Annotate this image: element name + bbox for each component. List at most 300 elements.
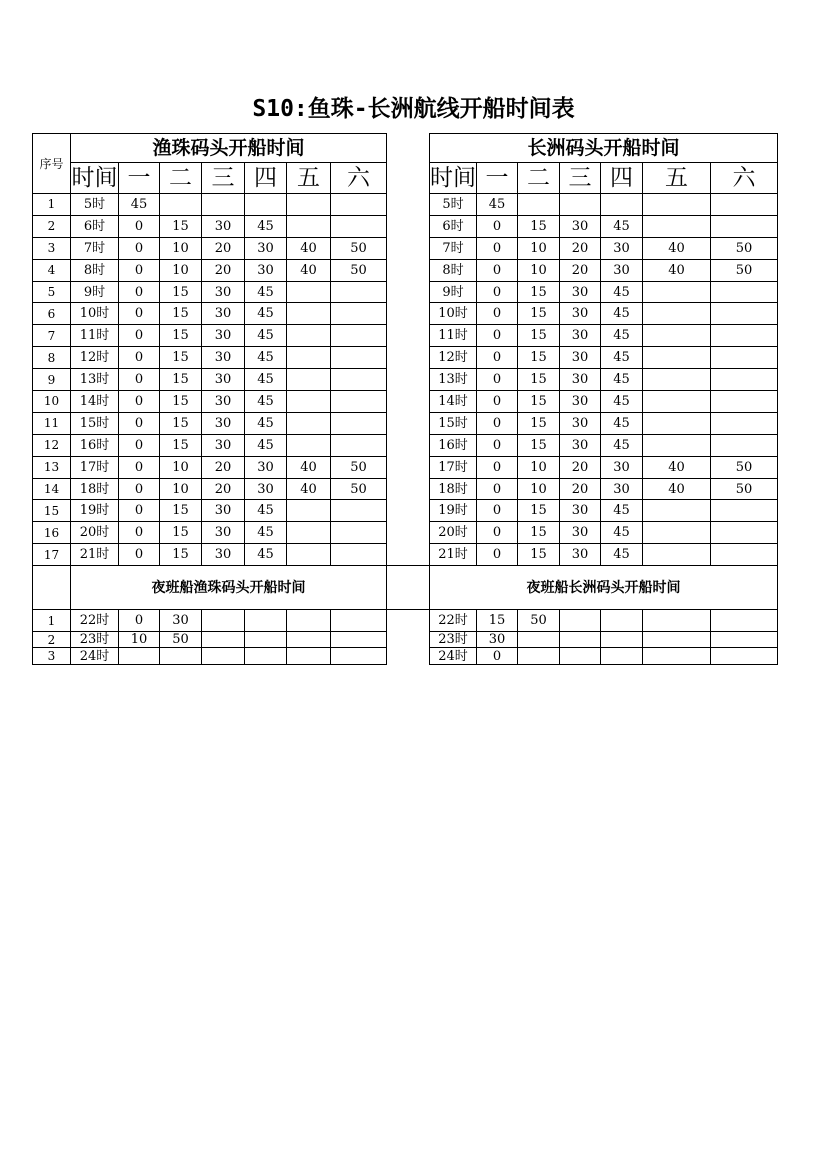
- column-gap: [387, 500, 430, 522]
- column-gap: [387, 456, 430, 478]
- page-title: S10:鱼珠-长洲航线开船时间表: [252, 96, 575, 122]
- right-departure-cell: 20: [560, 259, 601, 281]
- right-hour-cell: 19时: [430, 500, 477, 522]
- left-departure-cell: 0: [119, 412, 160, 434]
- right-hour-cell: 23时: [430, 632, 477, 648]
- right-departure-cell: [711, 434, 778, 456]
- right-departure-cell: 30: [601, 478, 643, 500]
- left-departure-cell: 50: [331, 259, 387, 281]
- left-departure-cell: 20: [202, 259, 245, 281]
- left-departure-cell: 15: [160, 303, 202, 325]
- left-departure-cell: 15: [160, 434, 202, 456]
- right-departure-cell: [711, 648, 778, 665]
- left-departure-cell: 20: [202, 478, 245, 500]
- left-departure-cell: 30: [202, 369, 245, 391]
- column-gap: [387, 544, 430, 566]
- left-departure-cell: 0: [119, 215, 160, 237]
- column-gap: [387, 648, 430, 665]
- left-departure-cell: [331, 347, 387, 369]
- right-departure-cell: [518, 632, 560, 648]
- right-departure-cell: [601, 648, 643, 665]
- right-departure-cell: 0: [477, 412, 518, 434]
- row-seq: 12: [33, 434, 71, 456]
- column-gap: [387, 369, 430, 391]
- table-row: [33, 648, 778, 665]
- right-day-header: 五: [643, 163, 711, 194]
- right-hour-cell: 15时: [430, 412, 477, 434]
- right-day-header: 三: [560, 163, 601, 194]
- left-departure-cell: [331, 325, 387, 347]
- right-departure-cell: [643, 281, 711, 303]
- left-departure-cell: 0: [119, 303, 160, 325]
- left-departure-cell: 45: [245, 412, 287, 434]
- right-departure-cell: 15: [518, 412, 560, 434]
- table-row: [33, 522, 778, 544]
- column-gap: [387, 303, 430, 325]
- left-hour-cell: 19时: [71, 500, 119, 522]
- right-hour-cell: 7时: [430, 237, 477, 259]
- right-departure-cell: 45: [601, 281, 643, 303]
- right-departure-cell: 30: [560, 544, 601, 566]
- row-seq: 1: [33, 610, 71, 632]
- left-departure-cell: 0: [119, 610, 160, 632]
- right-hour-cell: 16时: [430, 434, 477, 456]
- right-departure-cell: 0: [477, 391, 518, 413]
- column-gap: [387, 134, 430, 163]
- left-departure-cell: 10: [160, 478, 202, 500]
- right-departure-cell: 30: [601, 456, 643, 478]
- left-hour-cell: 20时: [71, 522, 119, 544]
- right-departure-cell: 0: [477, 303, 518, 325]
- table-row: [33, 259, 778, 281]
- left-departure-cell: 45: [245, 500, 287, 522]
- right-departure-cell: 0: [477, 259, 518, 281]
- right-departure-cell: [711, 412, 778, 434]
- left-departure-cell: 20: [202, 456, 245, 478]
- seq-header: 序号: [33, 134, 71, 194]
- right-departure-cell: 15: [518, 325, 560, 347]
- left-departure-cell: 30: [202, 500, 245, 522]
- left-departure-cell: 30: [202, 325, 245, 347]
- right-departure-cell: 15: [518, 369, 560, 391]
- left-departure-cell: 15: [160, 412, 202, 434]
- right-departure-cell: 40: [643, 456, 711, 478]
- left-departure-cell: 0: [119, 478, 160, 500]
- right-departure-cell: 50: [711, 478, 778, 500]
- table-row: [33, 347, 778, 369]
- left-departure-cell: [202, 632, 245, 648]
- left-hour-cell: 12时: [71, 347, 119, 369]
- left-departure-cell: 40: [287, 456, 331, 478]
- right-hour-cell: 14时: [430, 391, 477, 413]
- left-departure-cell: 30: [202, 391, 245, 413]
- right-departure-cell: 30: [560, 391, 601, 413]
- left-departure-cell: 30: [202, 412, 245, 434]
- day-header-row: [33, 163, 778, 194]
- right-departure-cell: [643, 347, 711, 369]
- right-departure-cell: 15: [518, 544, 560, 566]
- right-departure-cell: 0: [477, 237, 518, 259]
- left-departure-cell: 50: [331, 456, 387, 478]
- left-departure-cell: [287, 610, 331, 632]
- row-seq: 7: [33, 325, 71, 347]
- left-departure-cell: [287, 500, 331, 522]
- left-departure-cell: 10: [160, 237, 202, 259]
- left-departure-cell: [331, 434, 387, 456]
- left-departure-cell: [287, 303, 331, 325]
- right-hour-cell: 18时: [430, 478, 477, 500]
- night-left-title: 夜班船渔珠码头开船时间: [71, 566, 387, 610]
- right-departure-cell: [643, 412, 711, 434]
- right-departure-cell: 45: [601, 434, 643, 456]
- left-departure-cell: 15: [160, 500, 202, 522]
- left-departure-cell: [331, 391, 387, 413]
- right-departure-cell: [643, 369, 711, 391]
- right-departure-cell: 10: [518, 478, 560, 500]
- right-departure-cell: 0: [477, 544, 518, 566]
- left-departure-cell: [287, 522, 331, 544]
- right-departure-cell: [711, 391, 778, 413]
- night-seq-blank: [33, 566, 71, 610]
- right-departure-cell: 20: [560, 456, 601, 478]
- right-departure-cell: 0: [477, 500, 518, 522]
- table-row: [33, 325, 778, 347]
- right-departure-cell: 30: [560, 522, 601, 544]
- left-hour-cell: 21时: [71, 544, 119, 566]
- left-departure-cell: 45: [245, 369, 287, 391]
- left-hour-cell: 14时: [71, 391, 119, 413]
- right-hour-cell: 20时: [430, 522, 477, 544]
- table-row: [33, 412, 778, 434]
- column-gap: [387, 566, 430, 610]
- left-departure-cell: [287, 632, 331, 648]
- left-departure-cell: 45: [245, 391, 287, 413]
- right-departure-cell: [643, 544, 711, 566]
- right-departure-cell: 30: [560, 215, 601, 237]
- right-departure-cell: 0: [477, 434, 518, 456]
- right-hour-cell: 9时: [430, 281, 477, 303]
- right-departure-cell: [601, 194, 643, 216]
- right-departure-cell: 45: [601, 325, 643, 347]
- column-gap: [387, 391, 430, 413]
- left-departure-cell: [287, 194, 331, 216]
- right-departure-cell: [601, 632, 643, 648]
- column-gap: [387, 237, 430, 259]
- left-departure-cell: 30: [202, 303, 245, 325]
- column-gap: [387, 281, 430, 303]
- row-seq: 15: [33, 500, 71, 522]
- right-departure-cell: 50: [711, 237, 778, 259]
- right-departure-cell: 30: [560, 303, 601, 325]
- right-departure-cell: 15: [518, 281, 560, 303]
- left-departure-cell: [160, 194, 202, 216]
- left-hour-cell: 13时: [71, 369, 119, 391]
- right-departure-cell: [643, 522, 711, 544]
- left-departure-cell: 20: [202, 237, 245, 259]
- left-departure-cell: 0: [119, 522, 160, 544]
- left-departure-cell: [245, 648, 287, 665]
- left-departure-cell: [287, 434, 331, 456]
- right-hour-cell: 24时: [430, 648, 477, 665]
- table-row: [33, 303, 778, 325]
- left-departure-cell: 0: [119, 500, 160, 522]
- right-departure-cell: 20: [560, 478, 601, 500]
- right-hour-cell: 8时: [430, 259, 477, 281]
- right-departure-cell: 45: [601, 391, 643, 413]
- right-hour-cell: 22时: [430, 610, 477, 632]
- right-departure-cell: 40: [643, 259, 711, 281]
- right-departure-cell: [643, 391, 711, 413]
- left-departure-cell: 45: [245, 303, 287, 325]
- right-departure-cell: [518, 648, 560, 665]
- right-departure-cell: [643, 500, 711, 522]
- right-departure-cell: 45: [601, 412, 643, 434]
- right-day-header: 六: [711, 163, 778, 194]
- left-departure-cell: [331, 369, 387, 391]
- column-gap: [387, 434, 430, 456]
- row-seq: 4: [33, 259, 71, 281]
- left-departure-cell: 15: [160, 325, 202, 347]
- right-departure-cell: [560, 194, 601, 216]
- right-departure-cell: 30: [560, 434, 601, 456]
- right-departure-cell: 15: [518, 500, 560, 522]
- left-departure-cell: 40: [287, 259, 331, 281]
- left-departure-cell: 15: [160, 369, 202, 391]
- night-right-title: 夜班船长洲码头开船时间: [430, 566, 778, 610]
- left-departure-cell: 45: [245, 347, 287, 369]
- right-departure-cell: [560, 610, 601, 632]
- column-gap: [387, 163, 430, 194]
- left-hour-cell: 8时: [71, 259, 119, 281]
- right-departure-cell: 15: [518, 391, 560, 413]
- left-hour-cell: 9时: [71, 281, 119, 303]
- column-gap: [387, 632, 430, 648]
- table-row: [33, 434, 778, 456]
- left-day-header: 二: [160, 163, 202, 194]
- left-departure-cell: [287, 347, 331, 369]
- right-departure-cell: 45: [601, 369, 643, 391]
- left-departure-cell: [287, 281, 331, 303]
- row-seq: 13: [33, 456, 71, 478]
- left-departure-cell: 30: [245, 237, 287, 259]
- left-hour-cell: 11时: [71, 325, 119, 347]
- right-hour-cell: 17时: [430, 456, 477, 478]
- right-departure-cell: 15: [518, 522, 560, 544]
- left-departure-cell: [202, 648, 245, 665]
- left-departure-cell: 40: [287, 237, 331, 259]
- left-departure-cell: 30: [202, 347, 245, 369]
- left-hour-cell: 17时: [71, 456, 119, 478]
- left-departure-cell: [287, 215, 331, 237]
- left-departure-cell: 45: [245, 522, 287, 544]
- right-day-header: 四: [601, 163, 643, 194]
- left-departure-cell: 45: [119, 194, 160, 216]
- left-departure-cell: [331, 544, 387, 566]
- left-departure-cell: [331, 215, 387, 237]
- left-day-header: 三: [202, 163, 245, 194]
- right-departure-cell: 0: [477, 456, 518, 478]
- right-departure-cell: [643, 303, 711, 325]
- right-departure-cell: 50: [711, 456, 778, 478]
- right-hour-cell: 12时: [430, 347, 477, 369]
- right-departure-cell: [601, 610, 643, 632]
- right-departure-cell: 15: [518, 215, 560, 237]
- row-seq: 5: [33, 281, 71, 303]
- right-departure-cell: 45: [601, 544, 643, 566]
- table-row: [33, 391, 778, 413]
- column-gap: [387, 478, 430, 500]
- left-departure-cell: 0: [119, 544, 160, 566]
- table-row: [33, 544, 778, 566]
- left-hour-cell: 23时: [71, 632, 119, 648]
- right-departure-cell: 40: [643, 237, 711, 259]
- left-departure-cell: 0: [119, 259, 160, 281]
- left-departure-cell: 50: [331, 237, 387, 259]
- table-row: [33, 215, 778, 237]
- left-departure-cell: 0: [119, 281, 160, 303]
- left-hour-cell: 16时: [71, 434, 119, 456]
- right-departure-cell: [643, 648, 711, 665]
- right-departure-cell: 45: [601, 522, 643, 544]
- column-gap: [387, 215, 430, 237]
- table-row: [33, 456, 778, 478]
- row-seq: 3: [33, 237, 71, 259]
- right-departure-cell: 30: [560, 369, 601, 391]
- right-departure-cell: [643, 194, 711, 216]
- right-departure-cell: [711, 325, 778, 347]
- right-departure-cell: 0: [477, 281, 518, 303]
- left-hour-cell: 10时: [71, 303, 119, 325]
- left-departure-cell: 30: [202, 522, 245, 544]
- right-departure-cell: 0: [477, 369, 518, 391]
- left-hour-cell: 7时: [71, 237, 119, 259]
- table-row: [33, 237, 778, 259]
- right-hour-cell: 6时: [430, 215, 477, 237]
- table-row: [33, 632, 778, 648]
- right-departure-cell: 30: [560, 412, 601, 434]
- right-departure-cell: 40: [643, 478, 711, 500]
- section-header-row: [33, 134, 778, 163]
- left-departure-cell: 30: [245, 259, 287, 281]
- left-departure-cell: 0: [119, 325, 160, 347]
- left-departure-cell: [245, 194, 287, 216]
- column-gap: [387, 347, 430, 369]
- row-seq: 3: [33, 648, 71, 665]
- table-row: [33, 478, 778, 500]
- right-departure-cell: 15: [518, 347, 560, 369]
- right-departure-cell: [711, 347, 778, 369]
- left-departure-cell: 15: [160, 391, 202, 413]
- right-departure-cell: [643, 434, 711, 456]
- right-departure-cell: [711, 194, 778, 216]
- left-day-header: 四: [245, 163, 287, 194]
- column-gap: [387, 325, 430, 347]
- row-seq: 9: [33, 369, 71, 391]
- right-departure-cell: [711, 281, 778, 303]
- left-hour-cell: 6时: [71, 215, 119, 237]
- right-departure-cell: [518, 194, 560, 216]
- right-departure-cell: 30: [601, 259, 643, 281]
- left-departure-cell: [331, 632, 387, 648]
- left-departure-cell: 50: [331, 478, 387, 500]
- right-departure-cell: 10: [518, 259, 560, 281]
- right-departure-cell: 30: [477, 632, 518, 648]
- left-departure-cell: 0: [119, 347, 160, 369]
- table-row: [33, 194, 778, 216]
- table-row: [33, 610, 778, 632]
- left-departure-cell: [331, 412, 387, 434]
- left-departure-cell: [287, 391, 331, 413]
- left-departure-cell: 30: [202, 544, 245, 566]
- column-gap: [387, 194, 430, 216]
- left-day-header: 五: [287, 163, 331, 194]
- right-departure-cell: [711, 303, 778, 325]
- left-hour-cell: 5时: [71, 194, 119, 216]
- left-departure-cell: 0: [119, 237, 160, 259]
- right-section-title: 长洲码头开船时间: [430, 134, 778, 163]
- left-time-header: 时间: [71, 163, 119, 194]
- schedule-body: [33, 134, 778, 665]
- right-departure-cell: [711, 500, 778, 522]
- left-departure-cell: 45: [245, 215, 287, 237]
- right-departure-cell: 15: [518, 434, 560, 456]
- left-departure-cell: [287, 544, 331, 566]
- row-seq: 10: [33, 391, 71, 413]
- left-departure-cell: [287, 412, 331, 434]
- right-departure-cell: 0: [477, 325, 518, 347]
- left-departure-cell: 45: [245, 434, 287, 456]
- row-seq: 2: [33, 215, 71, 237]
- left-departure-cell: [287, 369, 331, 391]
- row-seq: 17: [33, 544, 71, 566]
- left-departure-cell: [331, 610, 387, 632]
- right-departure-cell: 0: [477, 215, 518, 237]
- column-gap: [387, 610, 430, 632]
- right-departure-cell: [560, 648, 601, 665]
- right-departure-cell: [711, 632, 778, 648]
- left-departure-cell: [287, 325, 331, 347]
- right-day-header: 二: [518, 163, 560, 194]
- left-departure-cell: 0: [119, 391, 160, 413]
- left-departure-cell: 0: [119, 434, 160, 456]
- right-departure-cell: [711, 544, 778, 566]
- left-day-header: 一: [119, 163, 160, 194]
- left-section-title: 渔珠码头开船时间: [71, 134, 387, 163]
- left-departure-cell: 0: [119, 369, 160, 391]
- right-departure-cell: 0: [477, 347, 518, 369]
- left-departure-cell: [245, 632, 287, 648]
- right-departure-cell: 0: [477, 522, 518, 544]
- row-seq: 16: [33, 522, 71, 544]
- schedule-table: [32, 133, 778, 665]
- right-departure-cell: 20: [560, 237, 601, 259]
- table-row: [33, 281, 778, 303]
- right-departure-cell: 15: [518, 303, 560, 325]
- left-departure-cell: 45: [245, 281, 287, 303]
- column-gap: [387, 259, 430, 281]
- right-hour-cell: 21时: [430, 544, 477, 566]
- left-departure-cell: [202, 194, 245, 216]
- right-departure-cell: [643, 325, 711, 347]
- right-departure-cell: 30: [601, 237, 643, 259]
- table-row: [33, 369, 778, 391]
- right-hour-cell: 11时: [430, 325, 477, 347]
- left-departure-cell: [331, 500, 387, 522]
- right-departure-cell: 10: [518, 237, 560, 259]
- left-departure-cell: 15: [160, 544, 202, 566]
- left-departure-cell: 15: [160, 522, 202, 544]
- left-departure-cell: [331, 303, 387, 325]
